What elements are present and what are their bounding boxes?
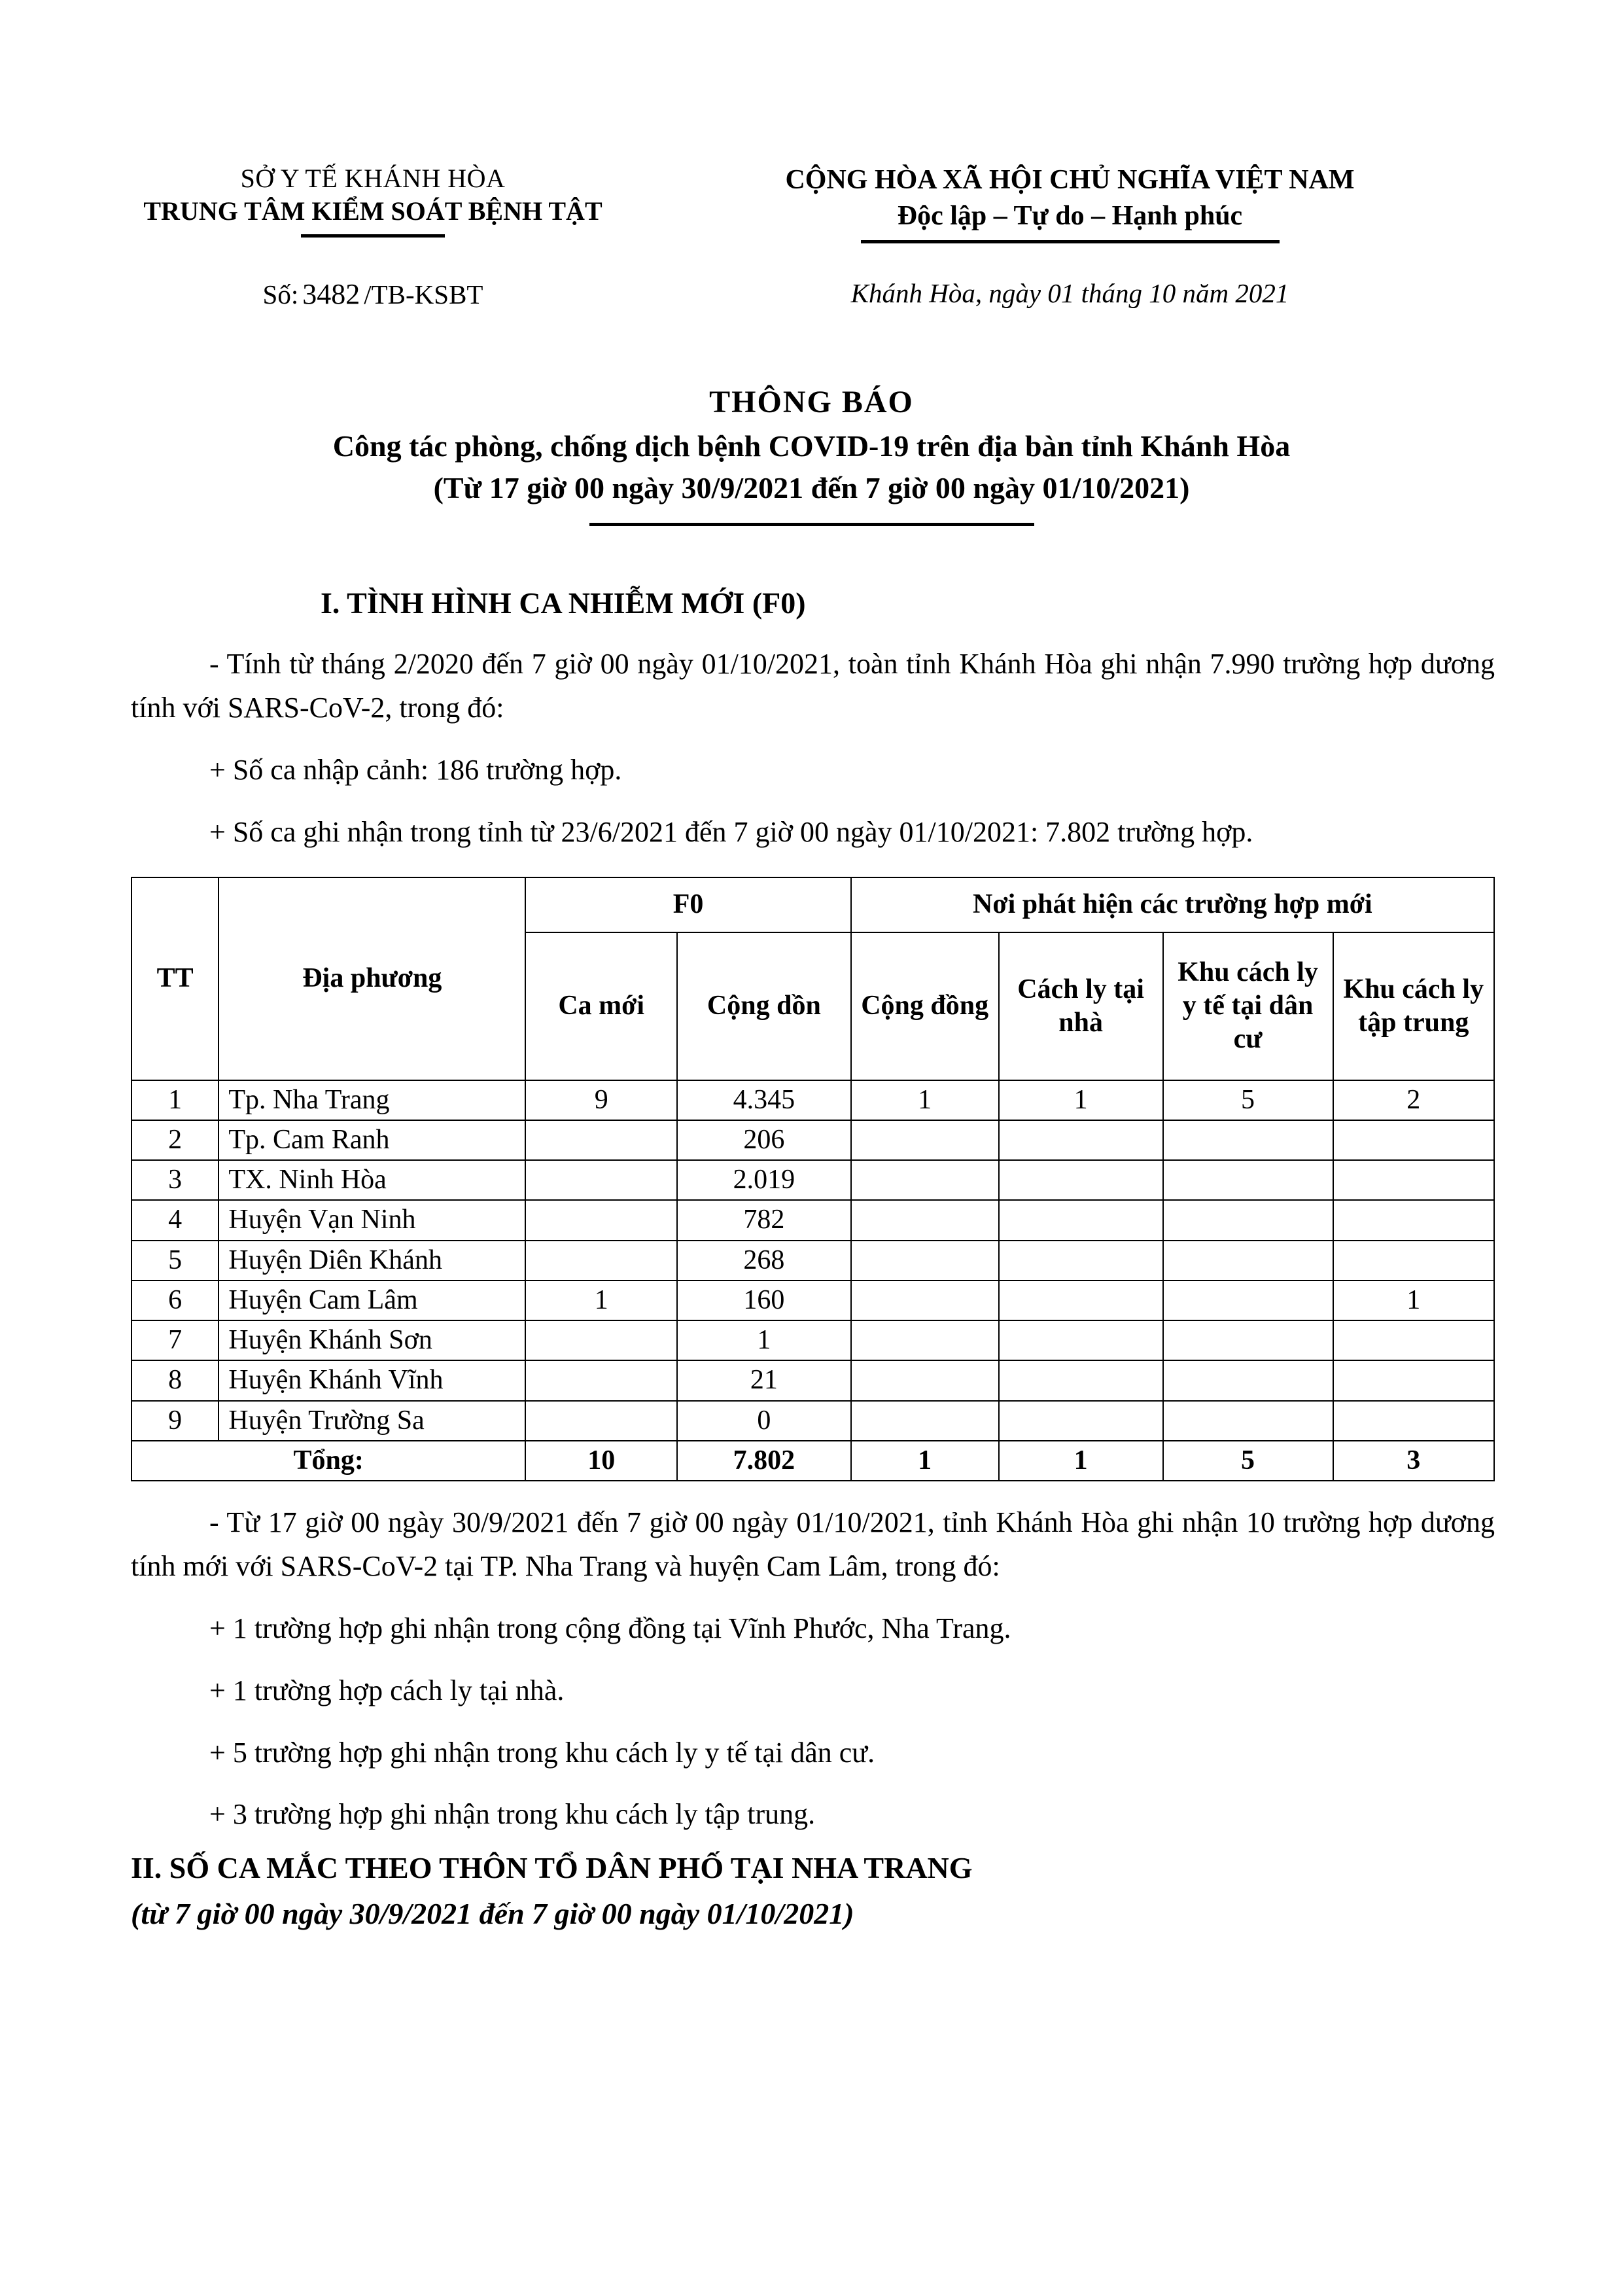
row-new-cases bbox=[525, 1160, 677, 1200]
row-medical-quarantine bbox=[1163, 1160, 1333, 1200]
row-medical-quarantine bbox=[1163, 1120, 1333, 1160]
row-new-cases bbox=[525, 1401, 677, 1441]
table-body bbox=[131, 1080, 1494, 1441]
document-body bbox=[131, 584, 1495, 1933]
row-medical-quarantine bbox=[1163, 1401, 1333, 1441]
document-subheader bbox=[0, 277, 1623, 311]
row-locality: Huyện Khánh Sơn bbox=[218, 1320, 525, 1360]
divider-left bbox=[301, 234, 445, 238]
divider-right bbox=[861, 240, 1280, 243]
table-foot bbox=[131, 1441, 1494, 1481]
row-home-quarantine bbox=[999, 1160, 1163, 1200]
title-divider bbox=[589, 523, 1034, 526]
row-new-cases bbox=[525, 1120, 677, 1160]
row-central-quarantine: 1 bbox=[1333, 1280, 1494, 1320]
table-row bbox=[131, 1401, 1494, 1441]
table-head bbox=[131, 877, 1494, 1080]
row-central-quarantine bbox=[1333, 1320, 1494, 1360]
after-bullet-3: + 5 trường hợp ghi nhận trong khu cách ly y tế tại dân cư. bbox=[209, 1736, 875, 1769]
document-number-label: Số: bbox=[262, 279, 299, 310]
row-medical-quarantine bbox=[1163, 1320, 1333, 1360]
total-label: Tổng: bbox=[131, 1441, 525, 1481]
national-motto: Độc lập – Tự do – Hạnh phúc bbox=[897, 200, 1243, 231]
col-header-tt: TT bbox=[131, 877, 218, 1080]
row-cumulative: 4.345 bbox=[677, 1080, 851, 1120]
row-home-quarantine bbox=[999, 1200, 1163, 1240]
col-header-new-cases: Ca mới bbox=[525, 932, 677, 1080]
row-new-cases: 9 bbox=[525, 1080, 677, 1120]
row-home-quarantine bbox=[999, 1320, 1163, 1360]
col-header-medical-quarantine: Khu cách ly y tế tại dân cư bbox=[1163, 932, 1333, 1080]
row-central-quarantine bbox=[1333, 1360, 1494, 1400]
row-medical-quarantine bbox=[1163, 1241, 1333, 1280]
row-home-quarantine bbox=[999, 1241, 1163, 1280]
cases-by-locality-table bbox=[131, 877, 1495, 1481]
row-medical-quarantine bbox=[1163, 1360, 1333, 1400]
row-cumulative: 0 bbox=[677, 1401, 851, 1441]
row-new-cases bbox=[525, 1200, 677, 1240]
section-1-heading: I. TÌNH HÌNH CA NHIỄM MỚI (F0) bbox=[321, 586, 806, 620]
country-name: CỘNG HÒA XÃ HỘI CHỦ NGHĨA VIỆT NAM bbox=[785, 165, 1355, 195]
row-home-quarantine bbox=[999, 1360, 1163, 1400]
row-cumulative: 206 bbox=[677, 1120, 851, 1160]
row-community bbox=[851, 1360, 999, 1400]
row-medical-quarantine bbox=[1163, 1280, 1333, 1320]
table-row bbox=[131, 1280, 1494, 1320]
col-header-home-quarantine: Cách ly tại nhà bbox=[999, 932, 1163, 1080]
row-home-quarantine bbox=[999, 1120, 1163, 1160]
col-header-locality: Địa phương bbox=[218, 877, 525, 1080]
row-home-quarantine bbox=[999, 1280, 1163, 1320]
issuing-organization-block bbox=[131, 162, 615, 243]
after-bullet-1: + 1 trường hợp ghi nhận trong cộng đồng tại Vĩnh Phước, Nha Trang. bbox=[209, 1612, 1011, 1644]
row-locality: Huyện Trường Sa bbox=[218, 1401, 525, 1441]
row-community bbox=[851, 1241, 999, 1280]
row-index: 9 bbox=[131, 1401, 218, 1441]
row-locality: Tp. Cam Ranh bbox=[218, 1120, 525, 1160]
total-cumulative: 7.802 bbox=[677, 1441, 851, 1481]
row-community bbox=[851, 1200, 999, 1240]
total-new-cases: 10 bbox=[525, 1441, 677, 1481]
row-central-quarantine bbox=[1333, 1401, 1494, 1441]
row-locality: Tp. Nha Trang bbox=[218, 1080, 525, 1120]
col-header-community: Cộng đồng bbox=[851, 932, 999, 1080]
row-index: 1 bbox=[131, 1080, 218, 1120]
row-new-cases: 1 bbox=[525, 1280, 677, 1320]
section-1-paragraph-after-table: - Từ 17 giờ 00 ngày 30/9/2021 đến 7 giờ 00 ngày 01/10/2021, tỉnh Khánh Hòa ghi nhận 10 trường hợp dương tính mới với SARS-CoV-2 tại TP. Nha Trang và huyện Cam Lâm, trong đó: bbox=[131, 1506, 1495, 1582]
section-1-paragraph-1: - Tính từ tháng 2/2020 đến 7 giờ 00 ngày 01/10/2021, toàn tỉnh Khánh Hòa ghi nhận 7.990 trường hợp dương tính với SARS-CoV-2, trong đó: bbox=[131, 648, 1495, 724]
section-2-subheading: (từ 7 giờ 00 ngày 30/9/2021 đến 7 giờ 00 ngày 01/10/2021) bbox=[131, 1897, 854, 1931]
total-community: 1 bbox=[851, 1441, 999, 1481]
place-and-date: Khánh Hòa, ngày 01 tháng 10 năm 2021 bbox=[850, 278, 1289, 309]
row-index: 5 bbox=[131, 1241, 218, 1280]
document-number-value: 3482 bbox=[302, 278, 360, 311]
row-community bbox=[851, 1401, 999, 1441]
national-heading-block bbox=[615, 162, 1623, 243]
row-community bbox=[851, 1160, 999, 1200]
after-bullet-4: + 3 trường hợp ghi nhận trong khu cách ly tập trung. bbox=[209, 1798, 816, 1831]
table-row bbox=[131, 1360, 1494, 1400]
row-cumulative: 2.019 bbox=[677, 1160, 851, 1200]
row-index: 8 bbox=[131, 1360, 218, 1400]
page-title: THÔNG BÁO bbox=[709, 385, 914, 420]
document-number-line bbox=[131, 277, 615, 311]
row-community bbox=[851, 1320, 999, 1360]
row-central-quarantine bbox=[1333, 1241, 1494, 1280]
table-row bbox=[131, 1320, 1494, 1360]
table-header-row-groups bbox=[131, 877, 1494, 932]
row-index: 3 bbox=[131, 1160, 218, 1200]
row-central-quarantine bbox=[1333, 1120, 1494, 1160]
section-2-heading: II. SỐ CA MẮC THEO THÔN TỔ DÂN PHỐ TẠI NHA TRANG bbox=[131, 1851, 973, 1885]
table-row bbox=[131, 1080, 1494, 1120]
total-central-quarantine: 3 bbox=[1333, 1441, 1494, 1481]
row-cumulative: 1 bbox=[677, 1320, 851, 1360]
total-home-quarantine: 1 bbox=[999, 1441, 1163, 1481]
row-index: 4 bbox=[131, 1200, 218, 1240]
row-home-quarantine: 1 bbox=[999, 1080, 1163, 1120]
document-header bbox=[0, 0, 1623, 243]
after-bullet-2: + 1 trường hợp cách ly tại nhà. bbox=[209, 1674, 565, 1706]
row-index: 2 bbox=[131, 1120, 218, 1160]
row-locality: Huyện Diên Khánh bbox=[218, 1241, 525, 1280]
col-header-central-quarantine: Khu cách ly tập trung bbox=[1333, 932, 1494, 1080]
center-name: TRUNG TÂM KIỂM SOÁT BỆNH TẬT bbox=[143, 196, 602, 226]
row-cumulative: 782 bbox=[677, 1200, 851, 1240]
row-community bbox=[851, 1280, 999, 1320]
table-row bbox=[131, 1120, 1494, 1160]
table-row bbox=[131, 1160, 1494, 1200]
title-subtitle: Công tác phòng, chống dịch bệnh COVID-19 trên địa bàn tỉnh Khánh Hòa bbox=[332, 429, 1291, 463]
row-community: 1 bbox=[851, 1080, 999, 1120]
document-number-suffix: /TB-KSBT bbox=[364, 279, 483, 310]
row-new-cases bbox=[525, 1241, 677, 1280]
row-locality: Huyện Cam Lâm bbox=[218, 1280, 525, 1320]
table-row bbox=[131, 1241, 1494, 1280]
col-header-cumulative: Cộng dồn bbox=[677, 932, 851, 1080]
row-index: 6 bbox=[131, 1280, 218, 1320]
row-medical-quarantine bbox=[1163, 1200, 1333, 1240]
table-row bbox=[131, 1200, 1494, 1240]
row-home-quarantine bbox=[999, 1401, 1163, 1441]
row-locality: Huyện Khánh Vĩnh bbox=[218, 1360, 525, 1400]
row-locality: TX. Ninh Hòa bbox=[218, 1160, 525, 1200]
row-locality: Huyện Vạn Ninh bbox=[218, 1200, 525, 1240]
row-cumulative: 160 bbox=[677, 1280, 851, 1320]
department-name: SỞ Y TẾ KHÁNH HÒA bbox=[240, 164, 506, 193]
row-central-quarantine bbox=[1333, 1200, 1494, 1240]
col-group-f0: F0 bbox=[525, 877, 850, 932]
document-title-block bbox=[0, 383, 1623, 526]
row-central-quarantine bbox=[1333, 1160, 1494, 1200]
row-medical-quarantine: 5 bbox=[1163, 1080, 1333, 1120]
row-cumulative: 21 bbox=[677, 1360, 851, 1400]
row-cumulative: 268 bbox=[677, 1241, 851, 1280]
section-1-bullet-2: + Số ca ghi nhận trong tỉnh từ 23/6/2021 đến 7 giờ 00 ngày 01/10/2021: 7.802 trường hợp. bbox=[209, 815, 1253, 848]
title-period: (Từ 17 giờ 00 ngày 30/9/2021 đến 7 giờ 00 ngày 01/10/2021) bbox=[433, 471, 1190, 505]
total-medical-quarantine: 5 bbox=[1163, 1441, 1333, 1481]
section-1-bullet-1: + Số ca nhập cảnh: 186 trường hợp. bbox=[209, 753, 622, 786]
row-index: 7 bbox=[131, 1320, 218, 1360]
row-central-quarantine: 2 bbox=[1333, 1080, 1494, 1120]
row-new-cases bbox=[525, 1360, 677, 1400]
row-community bbox=[851, 1120, 999, 1160]
col-group-detection-place: Nơi phát hiện các trường hợp mới bbox=[851, 877, 1494, 932]
row-new-cases bbox=[525, 1320, 677, 1360]
table-total-row bbox=[131, 1441, 1494, 1481]
